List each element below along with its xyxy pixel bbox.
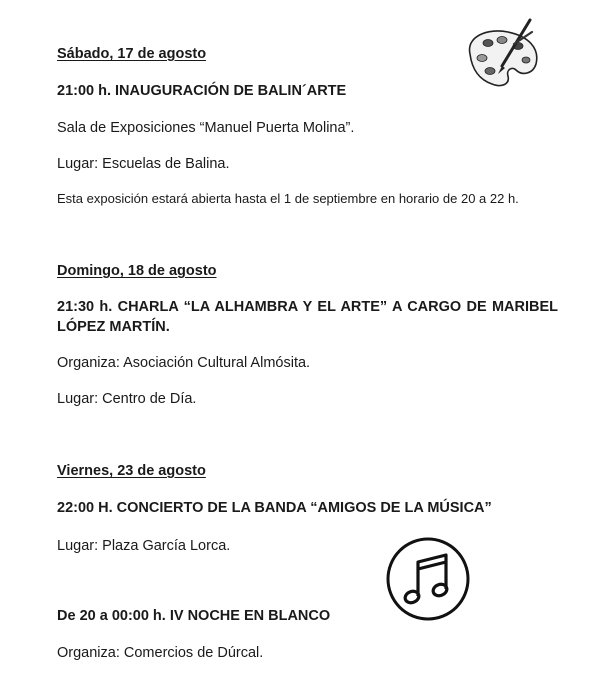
event-date: Sábado, 17 de agosto xyxy=(57,46,207,62)
paint-palette-icon xyxy=(462,14,544,96)
event-date: Viernes, 23 de agosto xyxy=(57,463,206,479)
event-date: Domingo, 18 de agosto xyxy=(57,263,217,279)
event-detail: Organiza: Asociación Cultural Almósita. xyxy=(57,355,311,371)
event-title: 21:30 h. CHARLA “LA ALHAMBRA Y EL ARTE” A CARGO DE MARIBEL LÓPEZ MARTÍN. xyxy=(57,299,558,335)
music-note-icon xyxy=(385,536,471,622)
event-title: De 20 a 00:00 h. IV NOCHE EN BLANCO xyxy=(57,608,331,624)
event-title: 22:00 H. CONCIERTO DE LA BANDA “AMIGOS DE LA MÚSICA” xyxy=(57,500,492,516)
event-detail: Lugar: Plaza García Lorca. xyxy=(57,538,231,554)
event-detail: Esta exposición estará abierta hasta el 1 de septiembre en horario de 20 a 22 h. xyxy=(57,191,519,206)
event-detail: Sala de Exposiciones “Manuel Puerta Molina”. xyxy=(57,120,355,136)
event-title: 21:00 h. INAUGURACIÓN DE BALIN´ARTE xyxy=(57,83,347,99)
event-detail: Organiza: Comercios de Dúrcal. xyxy=(57,645,264,661)
event-detail: Lugar: Escuelas de Balina. xyxy=(57,156,230,172)
event-detail: Lugar: Centro de Día. xyxy=(57,391,197,407)
